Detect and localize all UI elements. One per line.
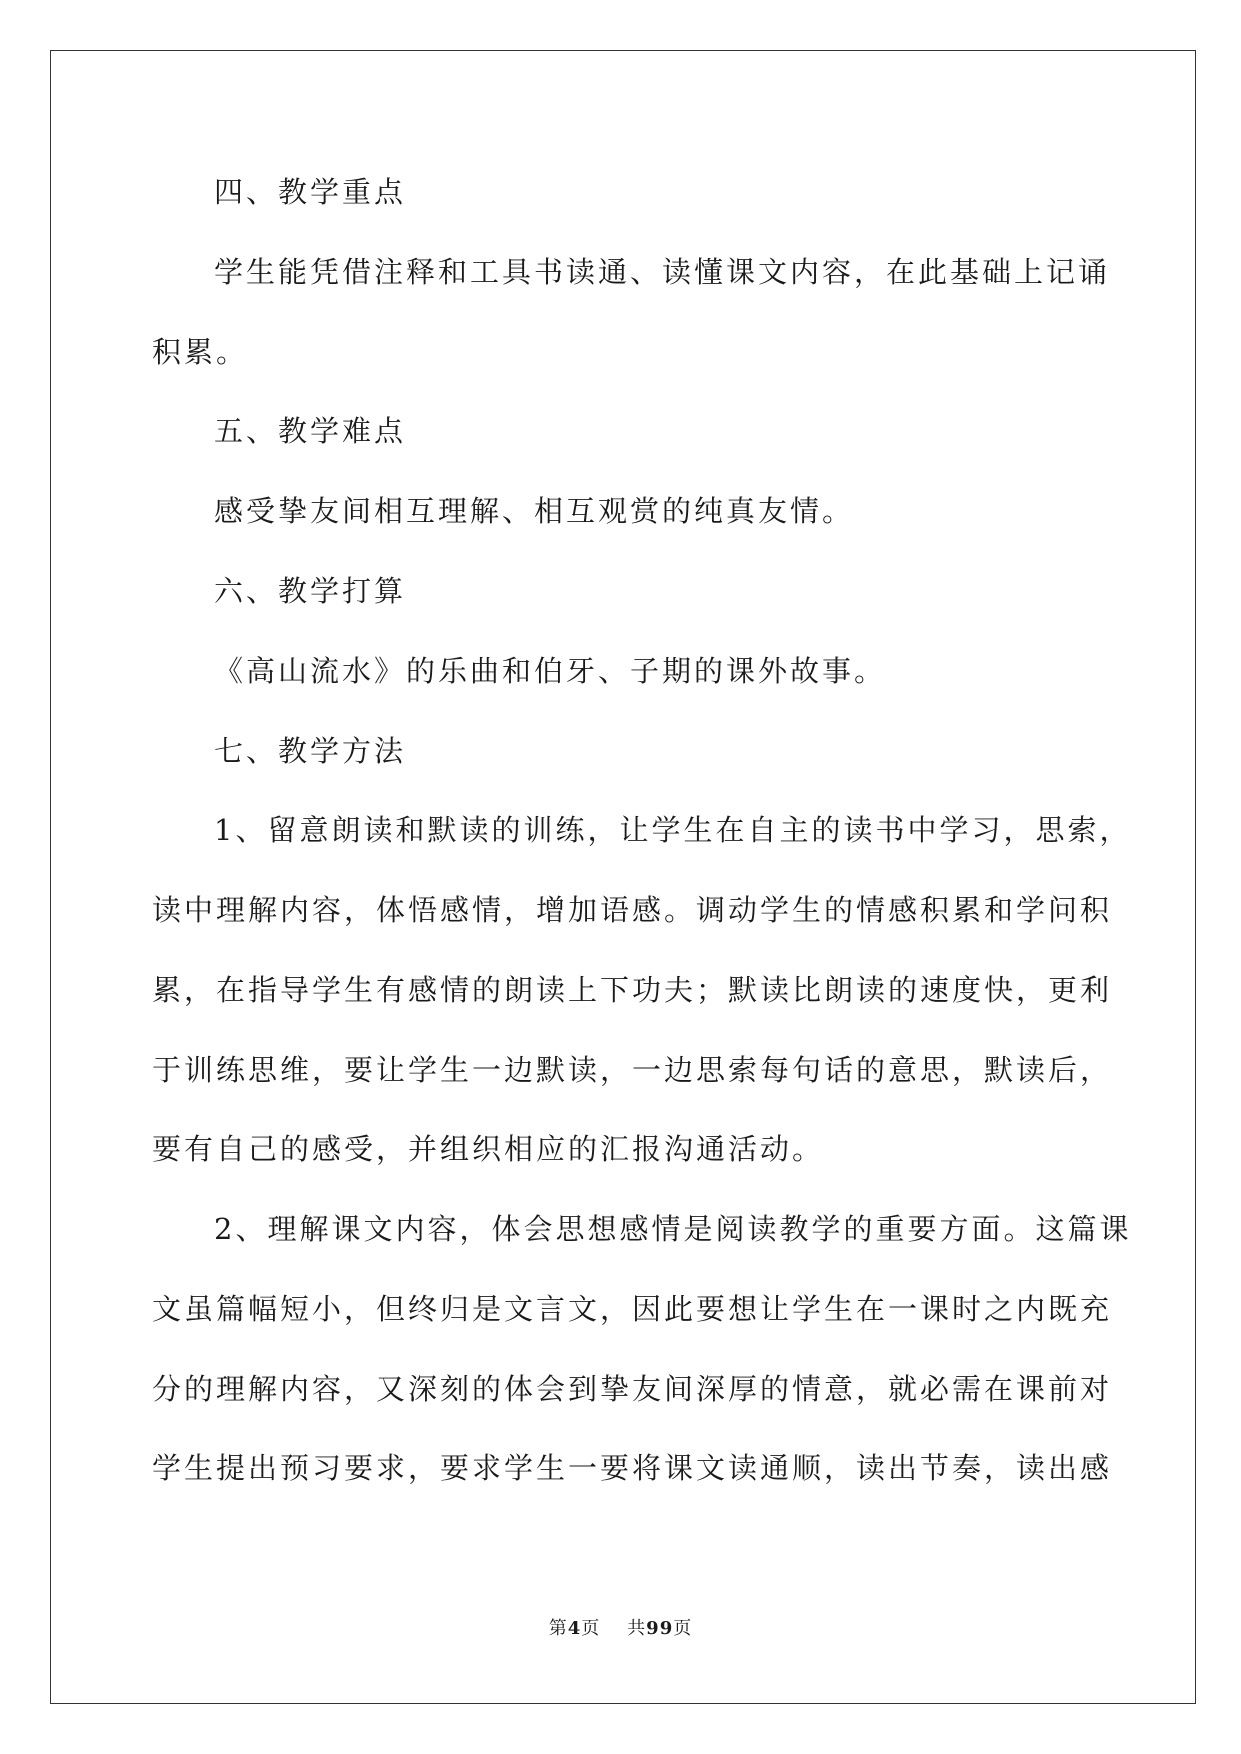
- paragraph-line: 分的理解内容，又深刻的体会到挚友间深厚的情意，就必需在课前对: [152, 1372, 1113, 1406]
- page-footer: [0, 1617, 1241, 1641]
- footer-total-suffix: 页: [673, 1618, 693, 1639]
- heading-teaching-focus: 四、教学重点: [214, 175, 407, 209]
- footer-prefix: 第: [548, 1618, 568, 1639]
- paragraph-line: 《高山流水》的乐曲和伯牙、子期的课外故事。: [214, 654, 887, 688]
- paragraph-line: 累，在指导学生有感情的朗读上下功夫；默读比朗读的速度快，更利: [152, 973, 1113, 1007]
- paragraph-line: 学生能凭借注释和工具书读通、读懂课文内容，在此基础上记诵: [214, 255, 1111, 289]
- heading-teaching-preparation: 六、教学打算: [214, 574, 407, 608]
- paragraph-line: 学生提出预习要求，要求学生一要将课文读通顺，读出节奏，读出感: [152, 1451, 1113, 1485]
- total-page-count: 99: [646, 1618, 674, 1639]
- heading-teaching-method: 七、教学方法: [214, 734, 407, 768]
- paragraph-line: 于训练思维，要让学生一边默读，一边思索每句话的意思，默读后，: [152, 1053, 1113, 1087]
- footer-page-suffix: 页: [581, 1618, 601, 1639]
- paragraph-line: 感受挚友间相互理解、相互观赏的纯真友情。: [214, 494, 855, 528]
- paragraph-line: 1、留意朗读和默读的训练，让学生在自主的读书中学习，思索，: [214, 813, 1132, 847]
- paragraph-line: 文虽篇幅短小，但终归是文言文，因此要想让学生在一课时之内既充: [152, 1292, 1113, 1326]
- paragraph-line: 积累。: [152, 335, 249, 369]
- paragraph-line: 读中理解内容，体悟感情，增加语感。调动学生的情感积累和学问积: [152, 893, 1113, 927]
- heading-teaching-difficulty: 五、教学难点: [214, 414, 407, 448]
- paragraph-line: 2、理解课文内容，体会思想感情是阅读教学的重要方面。这篇课: [214, 1212, 1132, 1246]
- paragraph-line: 要有自己的感受，并组织相应的汇报沟通活动。: [152, 1132, 825, 1166]
- footer-total-prefix: 共: [627, 1618, 647, 1639]
- current-page-number: 4: [567, 1618, 582, 1639]
